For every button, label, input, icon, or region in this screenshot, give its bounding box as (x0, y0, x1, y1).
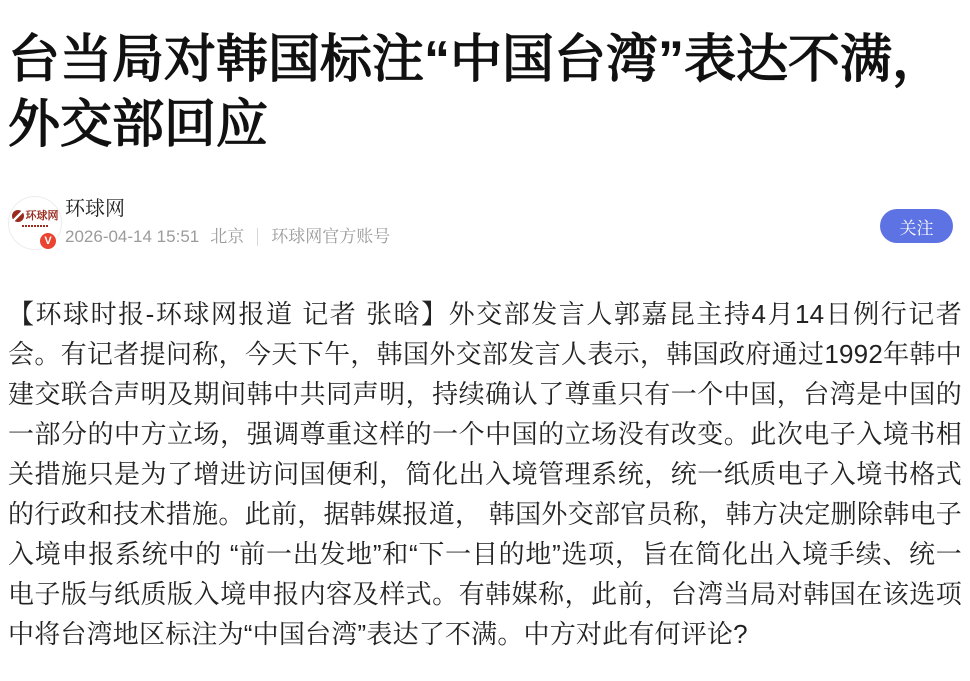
follow-button[interactable]: 关注 (880, 209, 953, 243)
author-name[interactable]: 环球网 (65, 198, 125, 220)
author-row (8, 196, 962, 250)
huanqiu-logo (9, 210, 61, 227)
publish-location: 北京 (210, 227, 245, 246)
publish-time: 2026-04-14 15:51 (65, 227, 200, 246)
meta-divider (257, 228, 258, 246)
avatar[interactable] (8, 196, 62, 250)
logo-url-text (22, 225, 48, 227)
article-title: 台当局对韩国标注“中国台湾”表达不满，外交部回应 (8, 31, 945, 154)
globe-icon (12, 210, 24, 222)
author-meta (65, 227, 390, 247)
author-info (65, 197, 390, 247)
account-label: 环球网官方账号 (271, 227, 391, 246)
verified-badge-icon: V (38, 231, 58, 251)
avatar-logo-text: 环球网 (25, 210, 59, 222)
article-body: 【环球时报-环球网报道 记者 张晗】外交部发言人郭嘉昆主持4月14日例行记者会。有记者提问称，今天下午，韩国外交部发言人表示，韩国政府通过1992年韩中建交联合声明及期间韩中共同声明，持续确认了尊重只有一个中国，台湾是中国的一部分的中方立场，强调尊重这样的一个中国的立场没有改变。此次电子入境书相关措施只是为了增进访问国便利，简化出入境管理系统，统一纸质电子入境书格式的行政和技术措施。此前，据韩媒报道， 韩国外交部官员称，韩方决定删除韩电子入境申报系统中的 “前一出发地”和“下一目的地”选项，旨在简化出入境手续、统一电子版与纸质版入境申报内容及样式。有韩媒称，此前，台湾当局对韩国在该选项中将台湾地区标注为“中国台湾”表达了不满。中方对此有何评论? (8, 299, 962, 649)
